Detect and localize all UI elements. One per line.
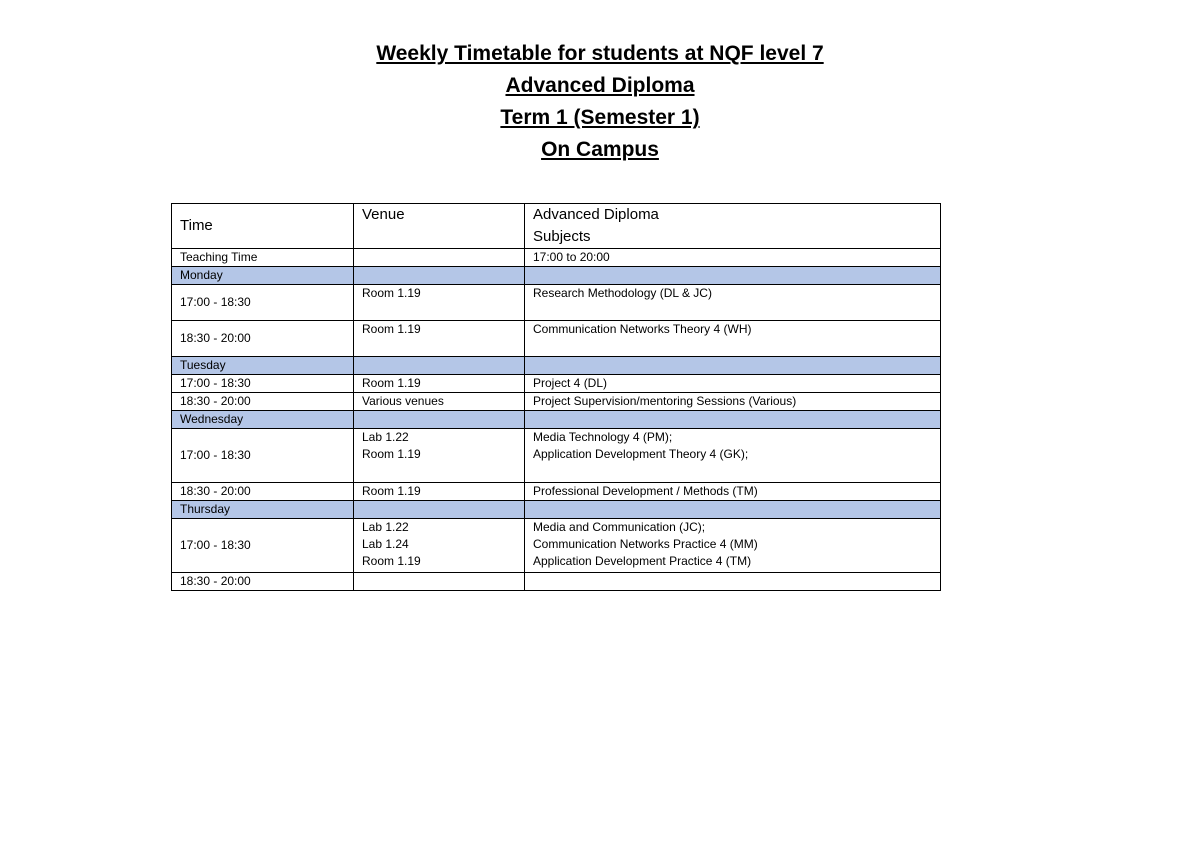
subject-cell (525, 519, 941, 573)
venue-cell (354, 519, 525, 573)
header-subjects-line-1: Advanced Diploma (533, 206, 659, 223)
subject-line: Media and Communication (JC); (533, 520, 706, 534)
subject-line: Application Development Practice 4 (TM) (533, 554, 752, 568)
time-cell: 18:30 - 20:00 (172, 393, 354, 411)
day-label-wednesday: Wednesday (172, 411, 354, 429)
title-line-3: Term 1 (Semester 1) (500, 106, 700, 129)
table-row (172, 375, 941, 393)
day-label-thursday: Thursday (172, 501, 354, 519)
day-label-monday: Monday (172, 267, 354, 285)
subject-cell: Research Methodology (DL & JC) (525, 285, 941, 321)
venue-cell: Room 1.19 (354, 285, 525, 321)
day-row-tuesday (172, 357, 941, 375)
title-line-4: On Campus (541, 138, 659, 161)
venue-line: Room 1.19 (362, 447, 421, 461)
time-cell: 17:00 - 18:30 (172, 519, 354, 573)
teaching-time-value: 17:00 to 20:00 (525, 249, 941, 267)
header-subjects-line-2: Subjects (533, 228, 591, 245)
venue-line: Lab 1.22 (362, 520, 409, 534)
header-subjects (525, 204, 941, 249)
subject-line: Application Development Theory 4 (GK); (533, 447, 749, 461)
day-row-wednesday (172, 411, 941, 429)
table-row (172, 393, 941, 411)
table-row (172, 483, 941, 501)
time-cell: 17:00 - 18:30 (172, 285, 354, 321)
subject-cell (525, 429, 941, 483)
teaching-time-row (172, 249, 941, 267)
timetable (171, 203, 940, 591)
venue-line: Lab 1.24 (362, 537, 409, 551)
document-title (0, 38, 1200, 166)
day-row-thursday (172, 501, 941, 519)
venue-cell: Room 1.19 (354, 483, 525, 501)
timetable-table (171, 203, 941, 591)
venue-line: Lab 1.22 (362, 430, 409, 444)
table-row (172, 429, 941, 483)
venue-cell: Room 1.19 (354, 375, 525, 393)
table-row (172, 321, 941, 357)
time-cell: 18:30 - 20:00 (172, 483, 354, 501)
subject-line: Media Technology 4 (PM); (533, 430, 673, 444)
time-cell: 17:00 - 18:30 (172, 375, 354, 393)
day-label-tuesday: Tuesday (172, 357, 354, 375)
teaching-time-label: Teaching Time (172, 249, 354, 267)
venue-cell (354, 429, 525, 483)
venue-line: Room 1.19 (362, 554, 421, 568)
table-row (172, 573, 941, 591)
table-row (172, 519, 941, 573)
subject-cell: Project Supervision/mentoring Sessions (Various) (525, 393, 941, 411)
title-line-2: Advanced Diploma (505, 74, 695, 97)
title-line-1: Weekly Timetable for students at NQF level 7 (376, 42, 824, 65)
subject-line: Communication Networks Practice 4 (MM) (533, 537, 758, 551)
table-row (172, 285, 941, 321)
day-row-monday (172, 267, 941, 285)
venue-cell: Various venues (354, 393, 525, 411)
header-venue: Venue (354, 204, 525, 249)
header-time: Time (172, 204, 354, 249)
header-row (172, 204, 941, 249)
subject-cell: Communication Networks Theory 4 (WH) (525, 321, 941, 357)
time-cell: 18:30 - 20:00 (172, 573, 354, 591)
subject-cell: Project 4 (DL) (525, 375, 941, 393)
venue-cell: Room 1.19 (354, 321, 525, 357)
time-cell: 17:00 - 18:30 (172, 429, 354, 483)
time-cell: 18:30 - 20:00 (172, 321, 354, 357)
subject-cell: Professional Development / Methods (TM) (525, 483, 941, 501)
